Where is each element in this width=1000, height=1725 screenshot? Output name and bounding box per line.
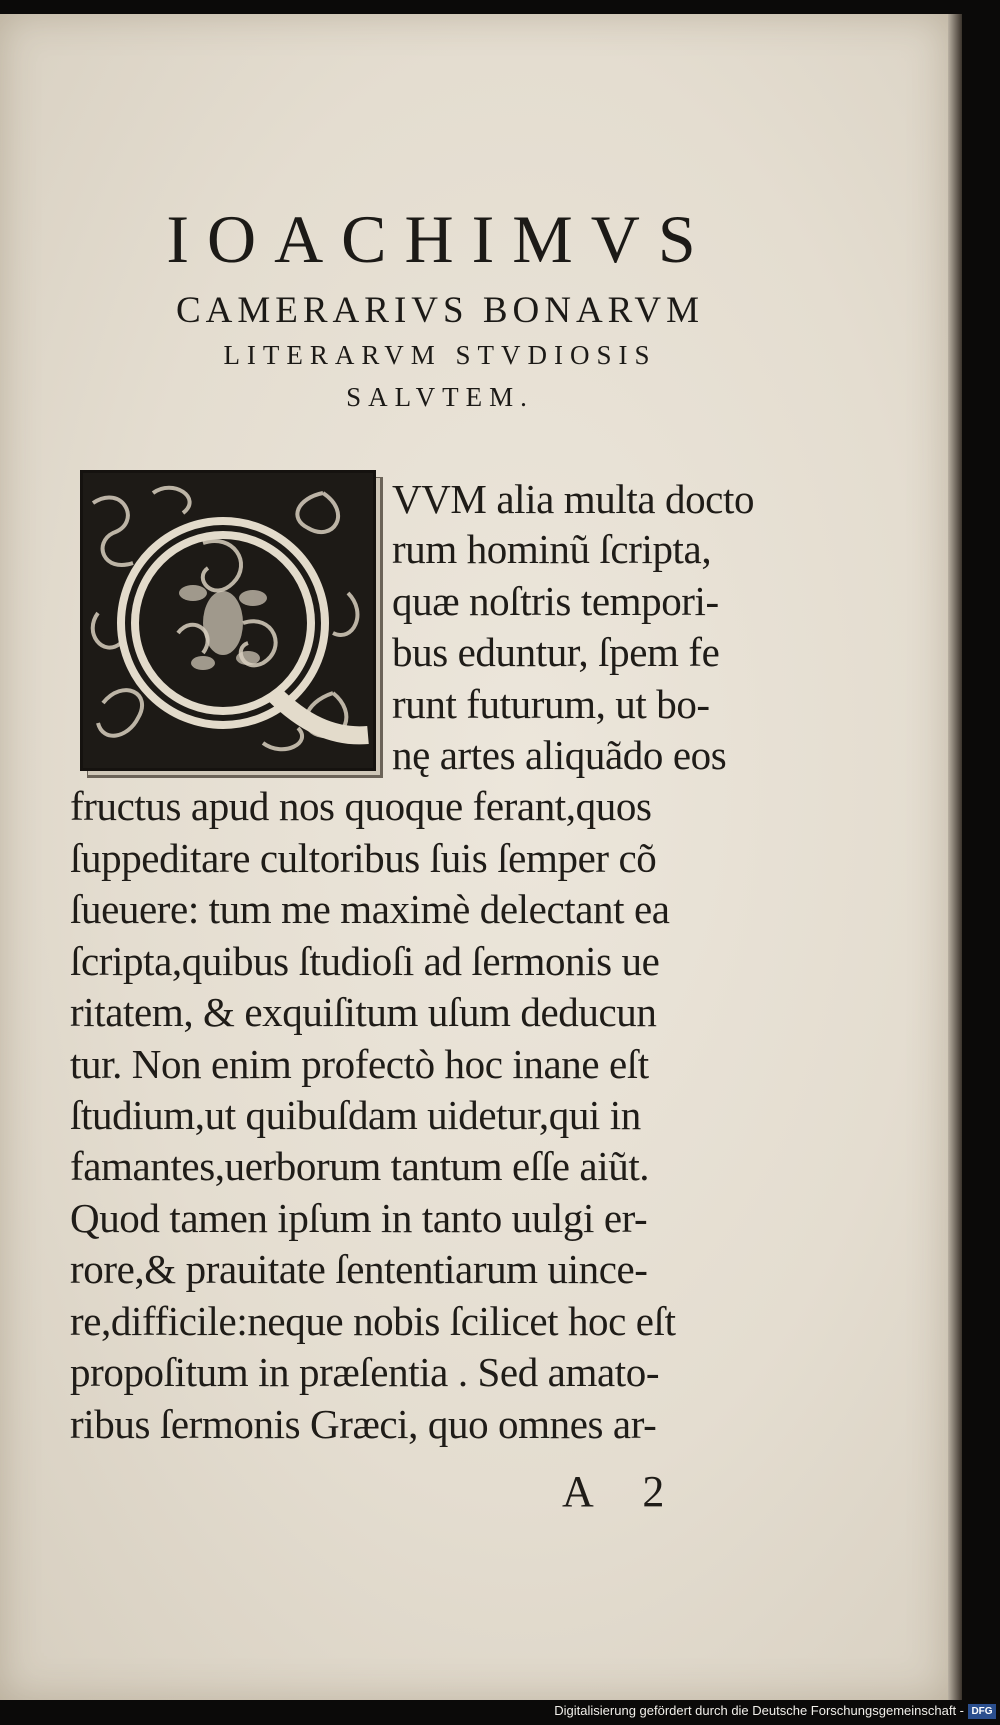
text-line: famantes,uerborum tantum eſſe aiũt. [70,1143,650,1189]
heading-line-2: CAMERARIVS BONARVM [175,290,705,331]
heading-line-4: SALVTEM. [346,382,534,412]
catchword: A 2 [562,1467,685,1516]
text-line: ritatem, & exquiſitum uſum deducun [70,989,657,1035]
text-line: ſuppeditare cultoribus ſuis ſemper cõ [70,835,657,881]
text-line: propoſitum in præſentia . Sed amato- [70,1349,660,1395]
text-line: ſueuere: tum me maximè delectant ea [70,886,670,932]
footer-bar [0,1700,1000,1725]
text-line: quæ noſtris tempori- [392,578,719,624]
page-edge [948,14,962,1700]
decorated-initial-q-icon [80,470,376,771]
text-line: ſcripta,quibus ſtudioſi ad ſermonis ue [70,938,660,984]
dfg-logo-icon: DFG [968,1704,996,1719]
heading-line-1: IOACHIMVS [166,201,714,277]
text-line: runt futurum, ut bo- [392,681,710,727]
heading-line-3: LITERARVM STVDIOSIS [223,340,657,370]
text-line: re,difficile:neque nobis ſcilicet hoc eſt [70,1298,676,1344]
text-line: Quod tamen ipſum in tanto uulgi er- [70,1195,648,1241]
text-line: fructus apud nos quoque ferant,quos [70,783,652,829]
text-line: tur. Non enim profectò hoc inane eſt [70,1041,649,1087]
text-line: bus eduntur, ſpem fe [392,629,720,675]
footer-credit: Digitalisierung gefördert durch die Deutsche Forschungsgemeinschaft - [554,1703,964,1718]
text-line: ribus ſermonis Græci, quo omnes ar- [70,1401,657,1447]
text-line: ſtudium,ut quibuſdam uidetur,qui in [70,1092,641,1138]
text-line: rum hominũ ſcripta, [392,526,712,572]
text-line: rore,& prauitate ſententiarum uince- [70,1246,648,1292]
text-line: nę artes aliquãdo eos [392,732,727,778]
text-line: VVM alia multa docto [392,476,755,522]
